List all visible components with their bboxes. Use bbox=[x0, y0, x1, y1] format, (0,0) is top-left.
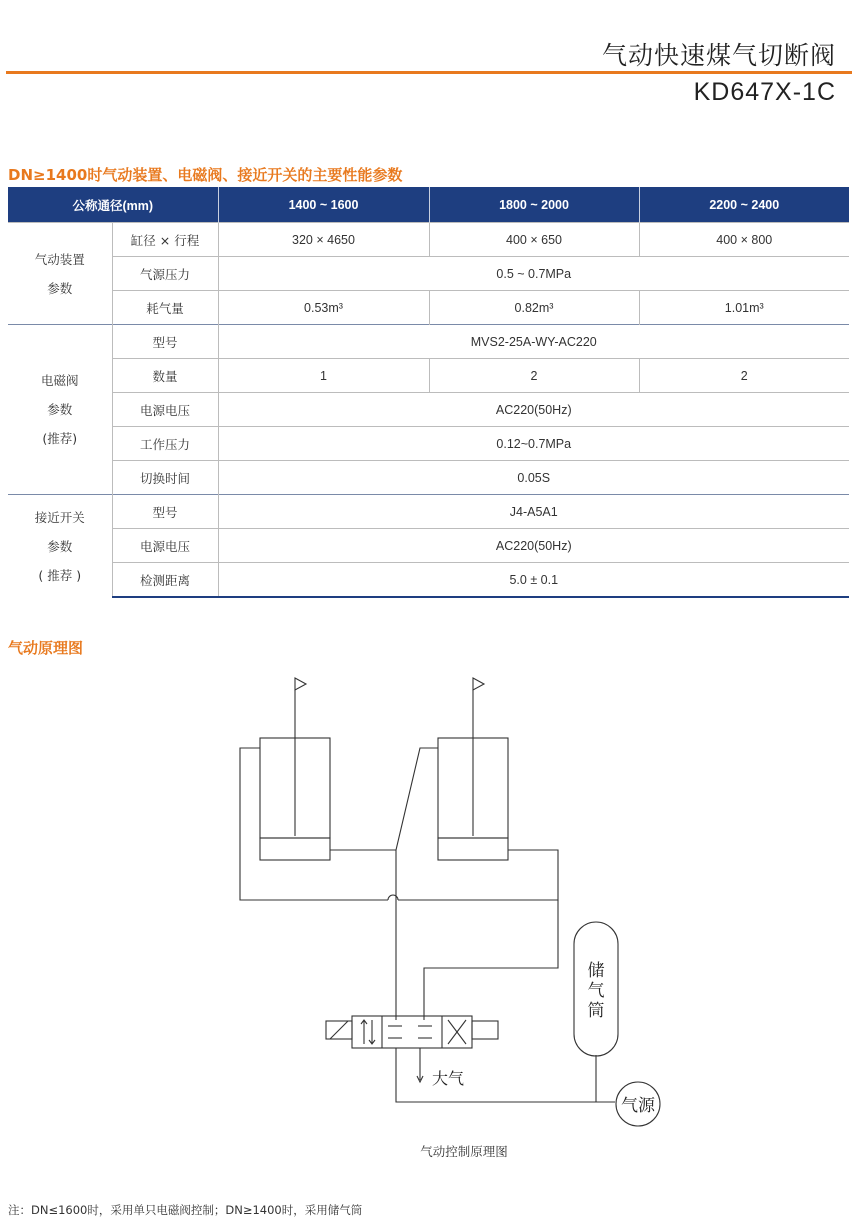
row-label: 电源电压 bbox=[112, 393, 218, 427]
table-row bbox=[8, 427, 849, 461]
cell-span: 0.12~0.7MPa bbox=[218, 427, 849, 461]
table-row bbox=[8, 325, 849, 359]
cell-span: MVS2-25A-WY-AC220 bbox=[218, 325, 849, 359]
cell: 1 bbox=[218, 359, 429, 393]
cell-span: AC220(50Hz) bbox=[218, 393, 849, 427]
row-label: 电源电压 bbox=[112, 529, 218, 563]
cell: 2 bbox=[639, 359, 849, 393]
row-label: 型号 bbox=[112, 495, 218, 529]
header-col-1: 1400 ~ 1600 bbox=[218, 187, 429, 223]
footnote: 注：DN≤1600时，采用单只电磁阀控制；DN≥1400时，采用储气筒 bbox=[8, 1203, 363, 1217]
source-label: 气源 bbox=[621, 1096, 655, 1116]
table-row bbox=[8, 495, 849, 529]
cell: 0.53m³ bbox=[218, 291, 429, 325]
cell-span: AC220(50Hz) bbox=[218, 529, 849, 563]
flag-icon bbox=[473, 678, 484, 690]
table-row bbox=[8, 359, 849, 393]
row-label: 耗气量 bbox=[112, 291, 218, 325]
solenoid-valve-body bbox=[352, 1016, 472, 1048]
pneumatic-diagram bbox=[0, 660, 862, 1140]
right-piston bbox=[438, 838, 508, 860]
cell-span: 0.05S bbox=[218, 461, 849, 495]
row-label: 工作压力 bbox=[112, 427, 218, 461]
cell: 400 × 800 bbox=[639, 223, 849, 257]
tank-label-2: 气 bbox=[587, 981, 605, 1001]
page-title: 气动快速煤气切断阀 bbox=[601, 41, 836, 70]
cell: 320 × 4650 bbox=[218, 223, 429, 257]
row-label: 切换时间 bbox=[112, 461, 218, 495]
table-row bbox=[8, 563, 849, 598]
left-piston bbox=[260, 838, 330, 860]
header-nominal-diameter: 公称通径(mm) bbox=[8, 187, 218, 223]
tank-label-3: 筒 bbox=[587, 1001, 605, 1021]
header-col-2: 1800 ~ 2000 bbox=[429, 187, 639, 223]
row-label: 数量 bbox=[112, 359, 218, 393]
diagram-section-title: 气动原理图 bbox=[8, 639, 84, 657]
row-label: 检测距离 bbox=[112, 563, 218, 598]
row-label: 缸径 × 行程 bbox=[112, 223, 218, 257]
diagram-caption: 气动控制原理图 bbox=[420, 1144, 508, 1159]
table-row bbox=[8, 291, 849, 325]
model-number: KD647X-1C bbox=[693, 78, 836, 106]
cell-span: J4-A5A1 bbox=[218, 495, 849, 529]
cell: 0.82m³ bbox=[429, 291, 639, 325]
table-row bbox=[8, 223, 849, 257]
cell: 1.01m³ bbox=[639, 291, 849, 325]
table-header-row bbox=[8, 187, 849, 223]
table-row bbox=[8, 529, 849, 563]
spec-table bbox=[8, 187, 849, 598]
cell: 400 × 650 bbox=[429, 223, 639, 257]
solenoid-coil-right bbox=[472, 1021, 498, 1039]
group-label-solenoid: 电磁阀 参数 (推荐) bbox=[8, 325, 112, 495]
group-label-proximity: 接近开关 参数 ( 推荐 ) bbox=[8, 495, 112, 598]
flag-icon bbox=[295, 678, 306, 690]
atmosphere-label: 大气 bbox=[432, 1069, 465, 1088]
table-row bbox=[8, 393, 849, 427]
row-label: 型号 bbox=[112, 325, 218, 359]
cell: 2 bbox=[429, 359, 639, 393]
header-col-3: 2200 ~ 2400 bbox=[639, 187, 849, 223]
table-section-title: DN≥1400时气动装置、电磁阀、接近开关的主要性能参数 bbox=[8, 166, 403, 184]
table-row bbox=[8, 461, 849, 495]
tank-label-1: 储 bbox=[587, 961, 605, 981]
cell-span: 0.5 ~ 0.7MPa bbox=[218, 257, 849, 291]
cell-span: 5.0 ± 0.1 bbox=[218, 563, 849, 598]
table-row bbox=[8, 257, 849, 291]
orange-divider bbox=[6, 71, 852, 74]
group-label-pneumatic: 气动装置 参数 bbox=[8, 223, 112, 325]
row-label: 气源压力 bbox=[112, 257, 218, 291]
